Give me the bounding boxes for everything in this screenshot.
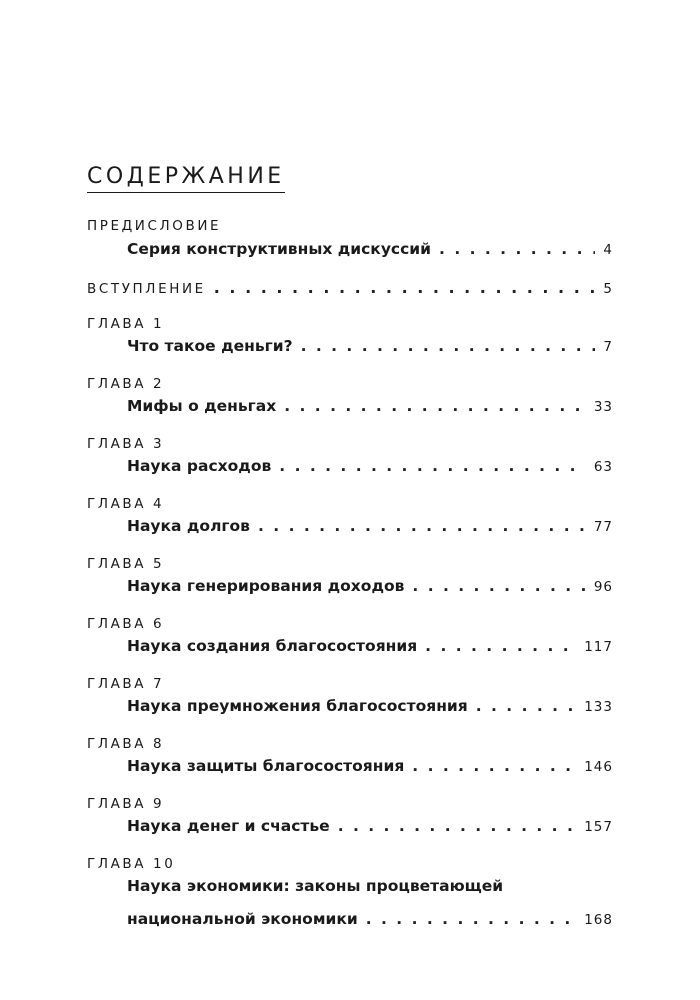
dot-leader xyxy=(214,278,596,297)
toc-entry-title: Наука долгов xyxy=(127,517,250,535)
dot-leader xyxy=(279,457,586,475)
toc-entry-chapter-2[interactable] xyxy=(127,397,613,419)
toc-entry-page: 146 xyxy=(584,759,613,775)
dot-leader xyxy=(366,910,576,928)
toc-entry-chapter-1[interactable] xyxy=(127,337,613,359)
toc-entry-page: 157 xyxy=(584,819,613,835)
chapter-label: ГЛАВА 8 xyxy=(87,736,165,752)
toc-entry-title: Наука защиты благосостояния xyxy=(127,757,405,775)
chapter-label: ГЛАВА 5 xyxy=(87,556,165,572)
dot-leader xyxy=(258,517,586,535)
toc-entry-chapter-8[interactable] xyxy=(127,757,613,779)
toc-entry-title: Наука экономики: законы процветающей xyxy=(127,877,504,895)
toc-entry-page: 7 xyxy=(603,339,613,355)
toc-entry-chapter-5[interactable] xyxy=(127,577,613,599)
toc-entry-page: 77 xyxy=(593,519,613,535)
preface-label: ПРЕДИСЛОВИЕ xyxy=(87,218,222,234)
toc-entry-page: 96 xyxy=(593,579,613,595)
introduction-label: ВСТУПЛЕНИЕ xyxy=(87,281,206,297)
toc-entry-title: Наука генерирования доходов xyxy=(127,577,405,595)
toc-entry-title: Наука расходов xyxy=(127,457,272,475)
toc-entry-chapter-9[interactable] xyxy=(127,817,613,839)
toc-entry-title: Наука создания благосостояния xyxy=(127,637,418,655)
chapter-label: ГЛАВА 2 xyxy=(87,376,165,392)
toc-entry-page: 63 xyxy=(593,459,613,475)
toc-entry-chapter-3[interactable] xyxy=(127,457,613,479)
chapter-label: ГЛАВА 9 xyxy=(87,796,165,812)
toc-entry-page: 117 xyxy=(584,639,613,655)
dot-leader xyxy=(425,637,576,655)
toc-entry-title: Мифы о деньгах xyxy=(127,397,277,415)
chapter-label: ГЛАВА 6 xyxy=(87,616,165,632)
toc-entry-title: Наука преумножения благосостояния xyxy=(127,697,468,715)
toc-entry-page: 133 xyxy=(584,699,613,715)
chapter-label: ГЛАВА 4 xyxy=(87,496,165,512)
page-title: СОДЕРЖАНИЕ xyxy=(87,164,285,193)
toc-entry-chapter-7[interactable] xyxy=(127,697,613,719)
toc-entry-title: Наука денег и счастье xyxy=(127,817,330,835)
dot-leader xyxy=(338,817,577,835)
chapter-label: ГЛАВА 7 xyxy=(87,676,165,692)
toc-entry-page: 168 xyxy=(584,912,613,928)
toc-entry-title: Что такое деньги? xyxy=(127,337,293,355)
dot-leader xyxy=(476,697,576,715)
toc-entry-chapter-10[interactable] xyxy=(127,877,613,932)
chapter-label: ГЛАВА 3 xyxy=(87,436,165,452)
toc-entry-page: 4 xyxy=(603,242,613,258)
dot-leader xyxy=(439,240,595,258)
toc-entry-preface[interactable] xyxy=(127,240,613,262)
toc-entry-page: 33 xyxy=(593,399,613,415)
chapter-label: ГЛАВА 10 xyxy=(87,856,176,872)
dot-leader xyxy=(412,577,585,595)
toc-entry-title: Серия конструктивных дискуссий xyxy=(127,240,432,258)
toc-entry-introduction[interactable] xyxy=(87,278,613,300)
dot-leader xyxy=(284,397,586,415)
toc-entry-title-continued: национальной экономики xyxy=(127,910,358,928)
dot-leader xyxy=(301,337,596,355)
chapter-label: ГЛАВА 1 xyxy=(87,316,165,332)
toc-entry-page: 5 xyxy=(603,281,613,297)
toc-entry-chapter-4[interactable] xyxy=(127,517,613,539)
dot-leader xyxy=(412,757,576,775)
toc-entry-chapter-6[interactable] xyxy=(127,637,613,659)
